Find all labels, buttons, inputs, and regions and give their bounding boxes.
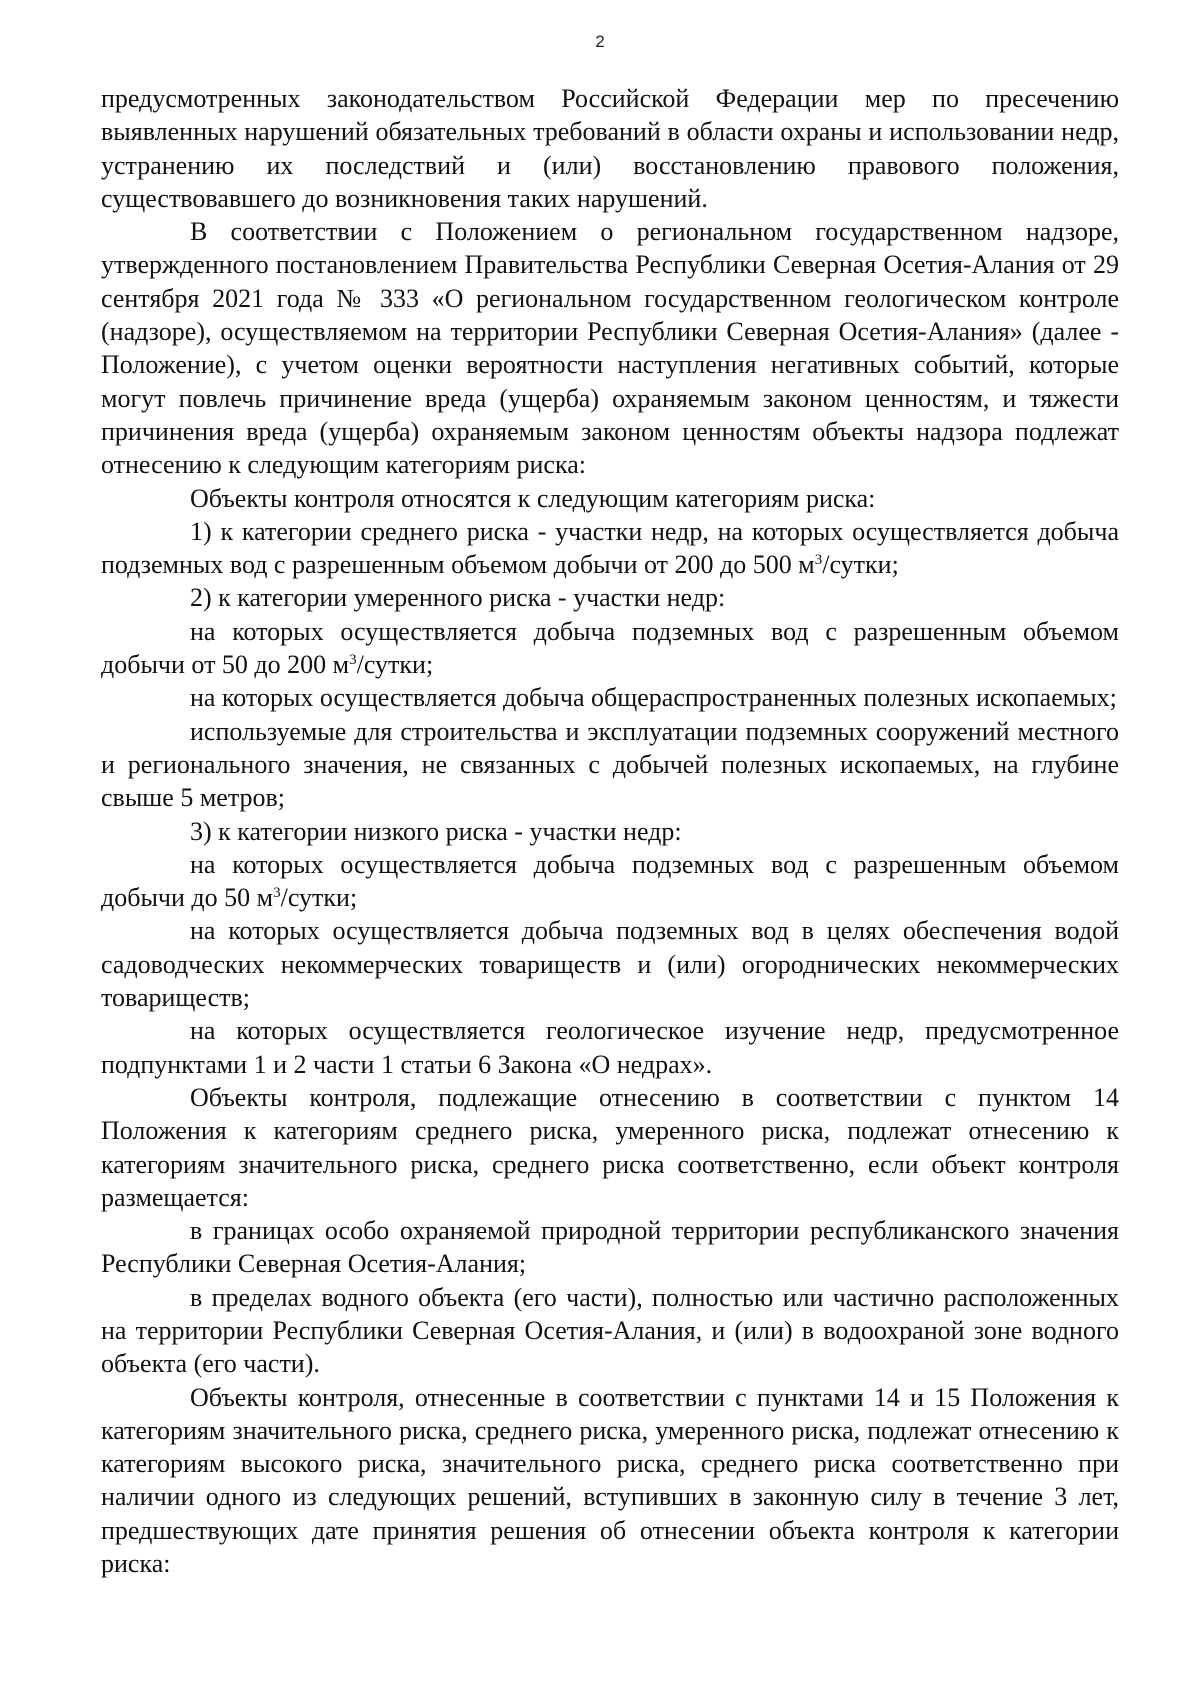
cubic-superscript: 3 <box>349 652 357 669</box>
paragraph-category-raise-location: Объекты контроля, подлежащие отнесению в соответствии с пунктом 14 Положения к категориям среднего риска, умеренного риска, подлежат отнесению к категориям значительного риска, среднего риска соответственно, если объект контроля размещается: <box>101 1082 1119 1212</box>
moderate-water-text: на которых осуществляется добыча подземных вод с разрешенным объемом добычи от 50 до 200 м <box>101 616 1119 680</box>
paragraph-protected-territory: в границах особо охраняемой природной территории республиканского значения Республики Северная Осетия-Алания; <box>101 1216 1119 1279</box>
paragraph-low-risk: 3) к категории низкого риска - участки недр: <box>190 816 682 846</box>
paragraph-underground-structures: используемые для строительства и эксплуатации подземных сооружений местного и регионального значения, не связанных с добычей полезных ископаемых, на глубине свыше 5 метров; <box>101 716 1119 813</box>
paragraph-moderate-risk: 2) к категории умеренного риска - участки недр: <box>190 583 726 613</box>
low-water-text: на которых осуществляется добыча подземных вод с разрешенным объемом добычи до 50 м <box>101 849 1119 913</box>
paragraph-low-water-volume <box>101 848 1119 915</box>
paragraph-moderate-water-volume <box>101 615 1119 682</box>
page-number: 2 <box>595 32 605 51</box>
medium-risk-text: 1) к категории среднего риска - участки недр, на которых осуществляется добыча подземных вод с разрешенным объемом добычи от 200 до 500 м <box>101 516 1119 580</box>
cubic-superscript: 3 <box>273 885 281 902</box>
paragraph-common-minerals: на которых осуществляется добыча общераспространенных полезных ископаемых; <box>190 683 1117 713</box>
paragraph-category-raise-decisions: Объекты контроля, отнесенные в соответствии с пунктами 14 и 15 Положения к категориям значительного риска, среднего риска, умеренного риска, подлежат отнесению к категориям высокого риска, значительного риска, среднего риска соответственно при наличии одного из следующих решений, вступивших в законную силу в течение 3 лет, предшествующих дате принятия решения об отнесении объекта контроля к категории риска: <box>101 1382 1119 1579</box>
per-day-unit: /сутки; <box>356 650 434 680</box>
document-body <box>101 82 1119 1580</box>
paragraph-medium-risk <box>101 515 1119 582</box>
paragraph-regulation-reference: В соответствии с Положением о региональном государственном надзоре, утвержденного постановлением Правительства Республики Северная Осетия-Алания от 29 сентября 2021 года № 333 «О региональном государственном геологическом контроле (надзоре), осуществляемом на территории Республики Северная Осетия-Алания» (далее - Положение), с учетом оценки вероятности наступления негативных событий, которые могут повлечь причинение вреда (ущерба) охраняемым законом ценностям, и тяжести причинения вреда (ущерба) охраняемым законом ценностям объекты надзора подлежат отнесению к следующим категориям риска: <box>101 217 1119 480</box>
paragraph-water-body: в пределах водного объекта (его части), полностью или частично расположенных на территории Республики Северная Осетия-Алания, и (или) в водоохраной зоне водного объекта (его части). <box>101 1282 1119 1379</box>
per-day-unit: /сутки; <box>822 550 899 580</box>
cubic-superscript: 3 <box>814 552 823 569</box>
paragraph-risk-categories-intro: Объекты контроля относятся к следующим категориям риска: <box>190 483 876 513</box>
paragraph-violations-measures: предусмотренных законодательством Российской Федерации мер по пресечению выявленных нарушений обязательных требований в области охраны и использовании недр, устранению их последствий и (или) восстановлению правового положения, существовавшего до возникновения таких нарушений. <box>101 84 1119 213</box>
per-day-unit: /сутки; <box>280 883 358 913</box>
paragraph-geological-study: на которых осуществляется геологическое изучение недр, предусмотренное подпунктами 1 и 2 части 1 статьи 6 Закона «О недрах». <box>101 1016 1119 1079</box>
paragraph-gardening-partnerships: на которых осуществляется добыча подземных вод в целях обеспечения водой садоводческих некоммерческих товариществ и (или) огороднических некоммерческих товариществ; <box>101 916 1119 1013</box>
